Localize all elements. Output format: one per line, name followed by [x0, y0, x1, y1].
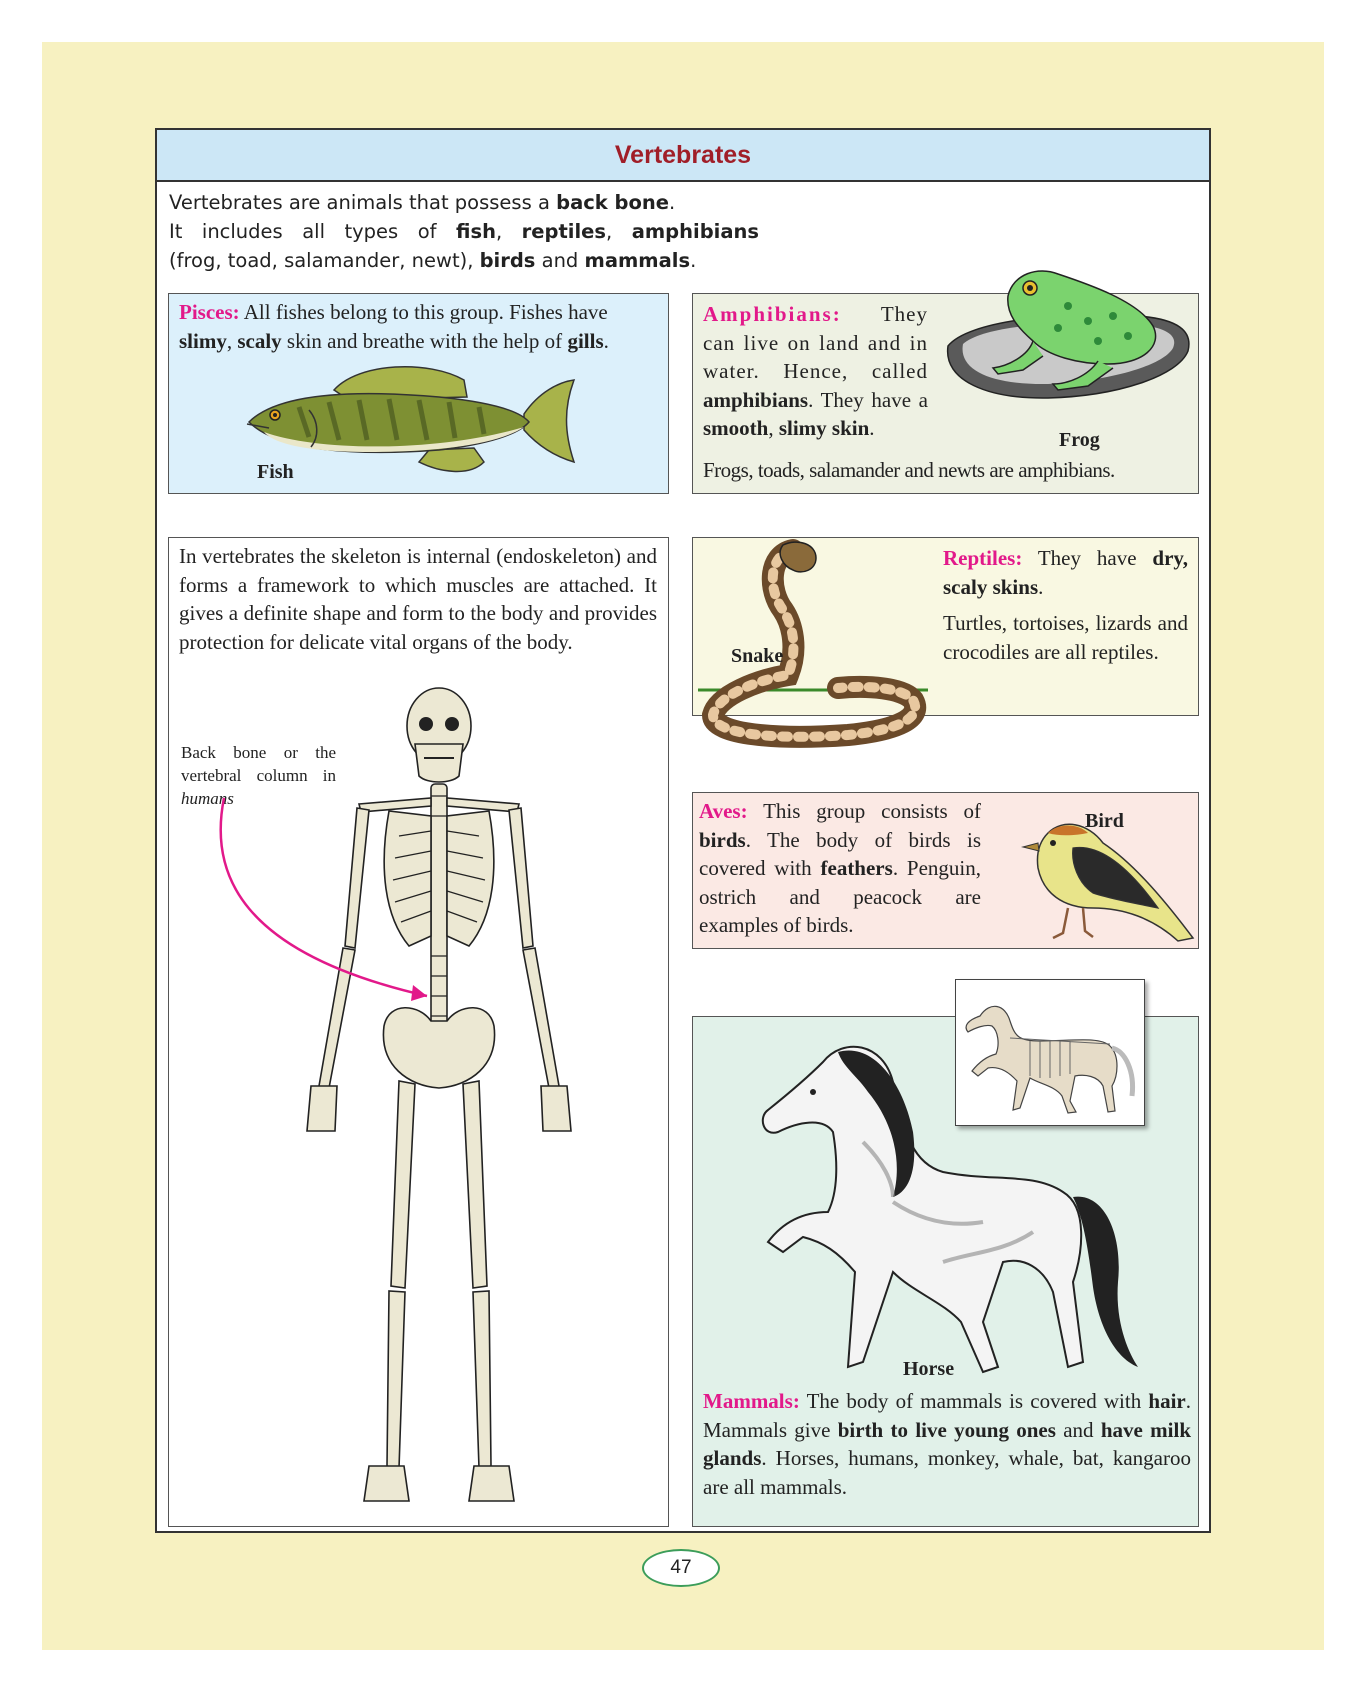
backbone-label: Back bone or the vertebral column in humans — [181, 743, 336, 808]
amphibians-box — [692, 293, 1199, 494]
skeleton-text: In vertebrates the skeleton is internal (endoskeleton) and forms a framework to which muscles are attached. It gives a definite shape and form to the body and provides protection for delicate vital organs of the body. — [179, 544, 657, 654]
vertebrates-panel — [155, 128, 1211, 1533]
title-bar — [157, 130, 1209, 182]
horse-skeleton-illustration — [960, 986, 1140, 1118]
horse-caption: Horse — [903, 1358, 955, 1380]
skeleton-box — [168, 537, 669, 1527]
intro-line-2: It includes all types of fish, reptiles, amphibians — [169, 220, 759, 243]
horse-skeleton-inset — [955, 979, 1145, 1126]
mammals-box — [692, 1016, 1199, 1527]
pisces-box — [168, 293, 669, 494]
aves-box — [692, 792, 1199, 949]
aves-text: Aves: This group consists of birds. The body of birds is covered with feathers. Penguin, ostrich and peacock are examples of birds. — [699, 799, 981, 937]
fish-caption: Fish — [257, 461, 294, 483]
bird-caption: Bird — [1085, 810, 1124, 832]
intro-paragraph — [169, 188, 759, 275]
page-number: 47 — [642, 1549, 720, 1587]
snake-illustration — [698, 540, 928, 740]
reptiles-box — [692, 537, 1199, 716]
frog-caption: Frog — [1059, 429, 1100, 451]
snake-caption: Snake — [731, 645, 784, 667]
intro-line-1: Vertebrates are animals that possess a back bone. — [169, 191, 676, 214]
amphibians-text: Amphibians: They can live on land and in water. Hence, called amphibians. They have a smooth, slimy skin. — [703, 302, 928, 440]
pisces-text: Pisces: All fishes belong to this group. Fishes have slimy, scaly skin and breathe with the help of gills. — [179, 300, 609, 353]
intro-line-3: (frog, toad, salamander, newt), birds and mammals. — [169, 249, 697, 272]
backbone-arrow — [209, 793, 449, 1013]
frog-illustration — [938, 266, 1198, 416]
mammals-text: Mammals: The body of mammals is covered with hair. Mammals give birth to live young ones and have milk glands. Horses, humans, monkey, whale, bat, kangaroo are all mammals. — [703, 1389, 1191, 1499]
amphibians-footer: Frogs, toads, salamander and newts are amphibians. — [703, 458, 1115, 482]
reptiles-text: Reptiles: They have dry, scaly skins. Turtles, tortoises, lizards and crocodiles are all reptiles. — [943, 546, 1188, 664]
page-title: Vertebrates — [614, 140, 752, 169]
